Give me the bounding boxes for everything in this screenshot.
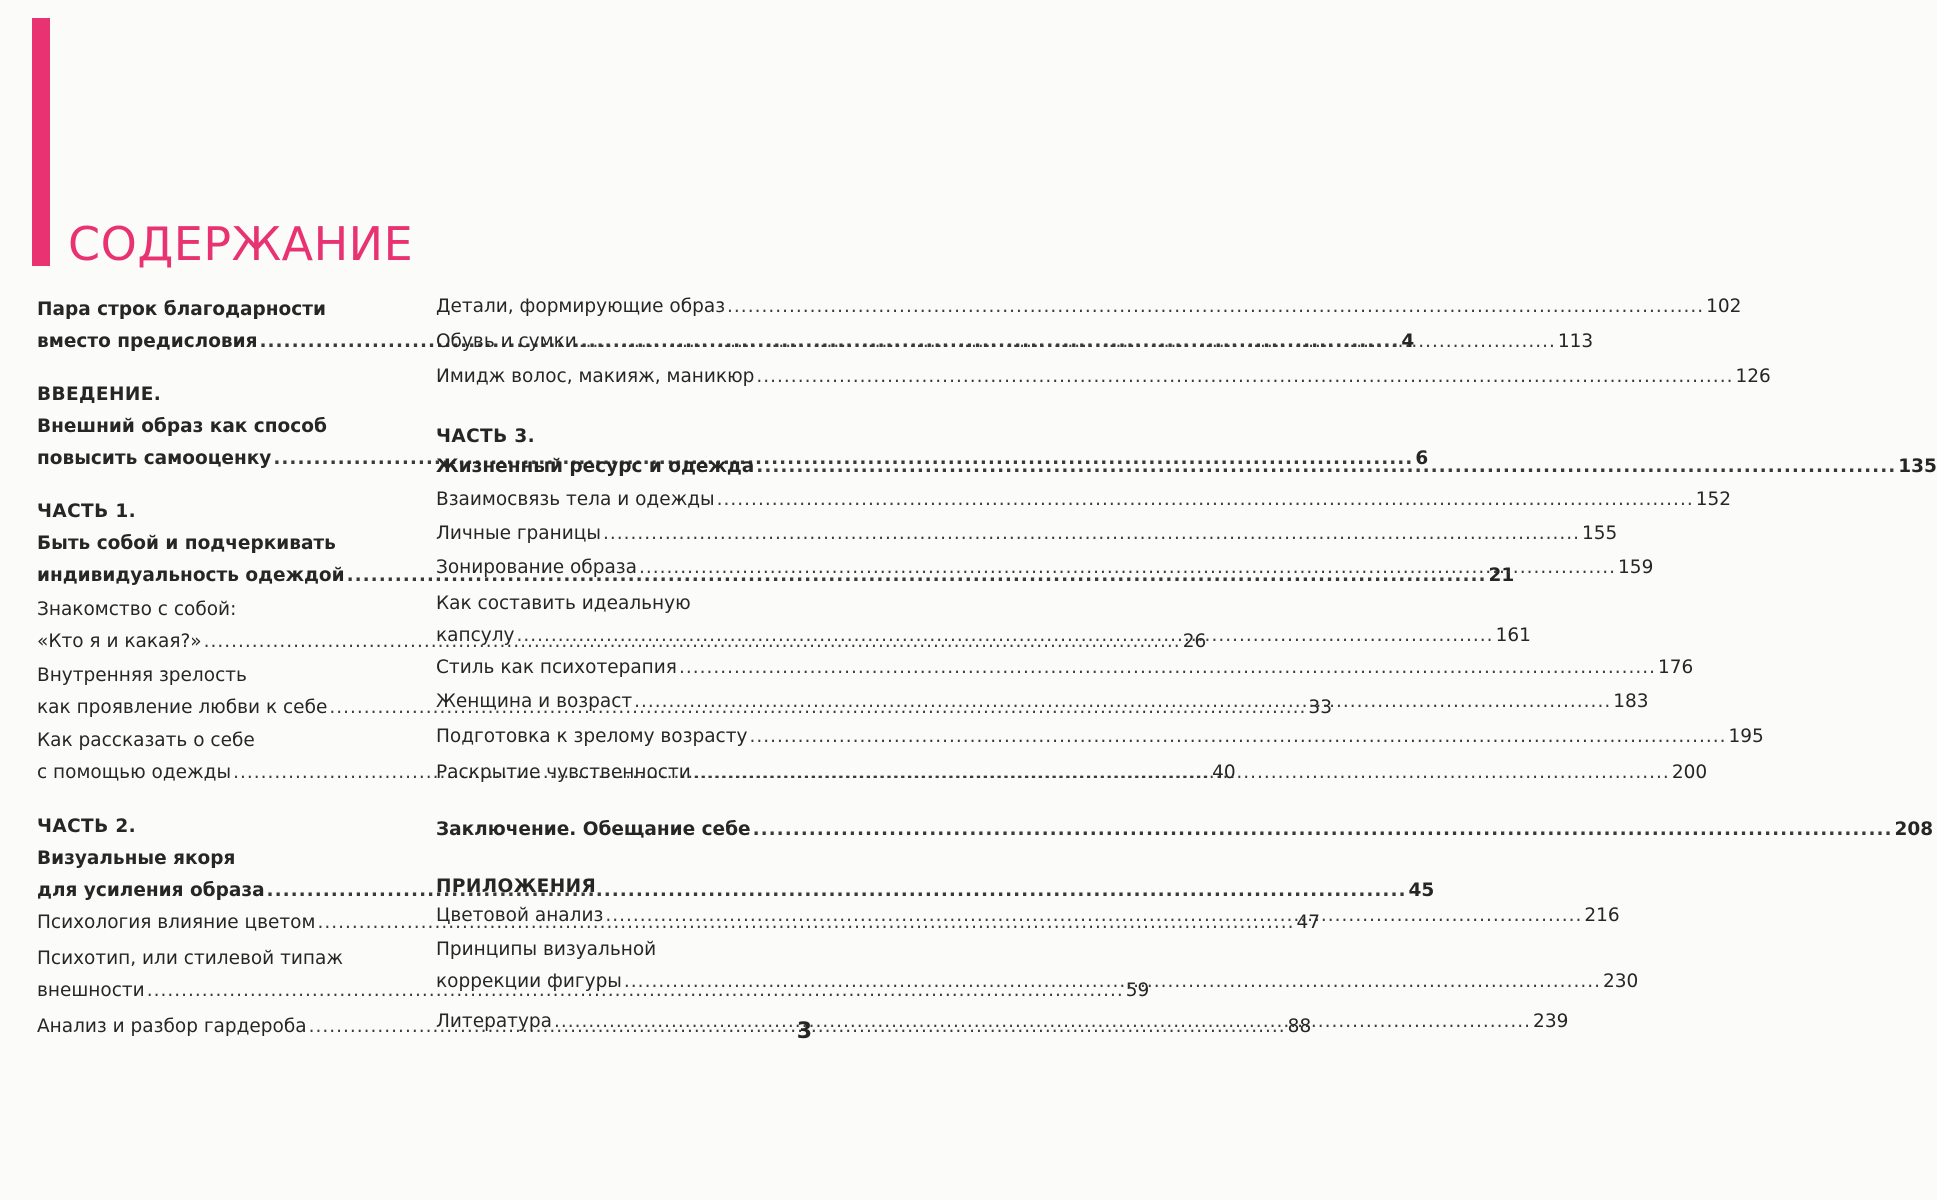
toc-entry-title: Жизненный ресурс и одежда <box>436 456 755 477</box>
toc-entry-title: Имидж волос, макияж, маникюр <box>436 366 755 387</box>
toc-entry-page: 59 <box>1125 980 1150 1001</box>
dot-leader <box>693 757 1670 789</box>
toc-entry-page: 159 <box>1618 557 1654 578</box>
toc-entry-title: Зонирование образа <box>436 557 637 578</box>
toc-entry-page: 33 <box>1308 697 1332 718</box>
toc-entry-title: как проявление любви к себе <box>37 697 328 718</box>
dot-leader <box>605 900 1582 932</box>
toc-entry-page: 239 <box>1533 1011 1569 1032</box>
toc-entry-title: Психология влияние цветом <box>37 912 316 933</box>
toc-entry-page: 155 <box>1582 523 1618 544</box>
toc-entry-title: Обувь и сумки <box>436 331 577 352</box>
toc-entry-page: 102 <box>1706 296 1742 317</box>
toc-entry-title: Литература <box>436 1011 552 1032</box>
toc-entry-title: Как рассказать о себе <box>37 730 255 751</box>
toc-entry-page: 6 <box>1415 448 1429 469</box>
dot-leader <box>727 291 1704 323</box>
toc-entry-title: Знакомство с собой: <box>37 599 237 620</box>
toc-entry-title: Принципы визуальной <box>436 939 657 960</box>
toc-entry-page: 195 <box>1728 726 1764 747</box>
page-number: 3 <box>796 1019 812 1044</box>
toc-entry-page: 47 <box>1296 912 1321 933</box>
toc-entry-page: 200 <box>1671 762 1708 783</box>
toc-entry-page: 40 <box>1212 762 1236 783</box>
toc-entry-title: вместо предисловия <box>37 331 258 352</box>
dot-leader <box>624 966 1601 998</box>
toc-entry-title: Женщина и возраст <box>436 691 633 712</box>
toc-entry-title: Детали, формирующие образ <box>436 296 726 317</box>
dot-leader <box>603 518 1580 550</box>
toc-entry-title: с помощью одежды <box>37 762 232 783</box>
toc-entry-page: 113 <box>1557 331 1594 352</box>
dot-leader <box>717 484 1694 516</box>
toc-entry-page: 208 <box>1894 819 1934 840</box>
toc-entry-title: для усиления образа <box>37 880 265 901</box>
toc-entry-page: 21 <box>1488 565 1515 586</box>
toc-entry-title: Визуальные якоря <box>37 848 236 869</box>
page-title: СОДЕРЖАНИЕ <box>68 217 414 271</box>
toc-entry-title: Взаимосвязь тела и одежды <box>436 489 715 510</box>
toc-entry-title: Как составить идеальную <box>436 593 691 614</box>
toc-entry-title: «Кто я и какая?» <box>37 631 202 652</box>
dot-leader <box>749 721 1726 753</box>
dot-leader <box>756 451 1896 483</box>
toc-entry-title: внешности <box>37 980 145 1001</box>
toc-entry-title: коррекции фигуры <box>436 971 622 992</box>
toc-entry-title: Подготовка к зрелому возрасту <box>436 726 748 747</box>
toc-entry-title: Личные границы <box>436 523 601 544</box>
dot-leader <box>634 686 1611 718</box>
section-heading: ЧАСТЬ 3. <box>436 426 536 447</box>
toc-entry-page: 230 <box>1602 971 1639 992</box>
toc-entry-title: повысить самооценку <box>37 448 272 469</box>
dot-leader <box>756 361 1733 393</box>
dot-leader <box>679 652 1656 684</box>
toc-entry-title: Цветовой анализ <box>436 905 604 926</box>
dot-leader <box>639 552 1616 584</box>
section-heading: ПРИЛОЖЕНИЯ <box>436 876 597 897</box>
toc-entry-title: Стиль как психотерапия <box>436 657 677 678</box>
toc-entry-page: 45 <box>1408 880 1435 901</box>
dot-leader <box>517 620 1494 652</box>
toc-entry-page: 4 <box>1401 331 1415 352</box>
toc-entry-page: 176 <box>1658 657 1694 678</box>
title-accent-bar <box>32 18 50 266</box>
toc-entry-title: Анализ и разбор гардероба <box>37 1016 307 1037</box>
section-heading: ВВЕДЕНИЕ. <box>37 384 162 405</box>
dot-leader <box>753 814 1893 846</box>
toc-entry-title: Внутренняя зрелость <box>37 665 247 686</box>
toc-entry-title: индивидуальность одеждой <box>37 565 345 586</box>
toc-entry-title: Раскрытие чувственности <box>436 762 691 783</box>
toc-entry-title: капсулу <box>436 625 515 646</box>
section-heading: ЧАСТЬ 2. <box>37 816 137 837</box>
section-heading: ЧАСТЬ 1. <box>37 501 137 522</box>
toc-entry-page: 161 <box>1495 625 1531 646</box>
toc-entry-title: Внешний образ как способ <box>37 416 327 437</box>
toc-entry-title: Заключение. Обещание себе <box>436 819 751 840</box>
toc-entry-page: 88 <box>1287 1016 1312 1037</box>
dot-leader <box>554 1006 1531 1038</box>
toc-entry-title: Психотип, или стилевой типаж <box>37 948 343 969</box>
toc-entry-page: 135 <box>1898 456 1937 477</box>
toc-entry-page: 216 <box>1584 905 1620 926</box>
toc-entry-title: Быть собой и подчеркивать <box>37 533 336 554</box>
dot-leader <box>579 326 1556 358</box>
toc-entry-page: 152 <box>1695 489 1732 510</box>
toc-entry-page: 26 <box>1182 631 1207 652</box>
toc-entry-title: Пара строк благодарности <box>37 299 326 320</box>
toc-entry-page: 183 <box>1613 691 1649 712</box>
toc-entry-page: 126 <box>1735 366 1771 387</box>
